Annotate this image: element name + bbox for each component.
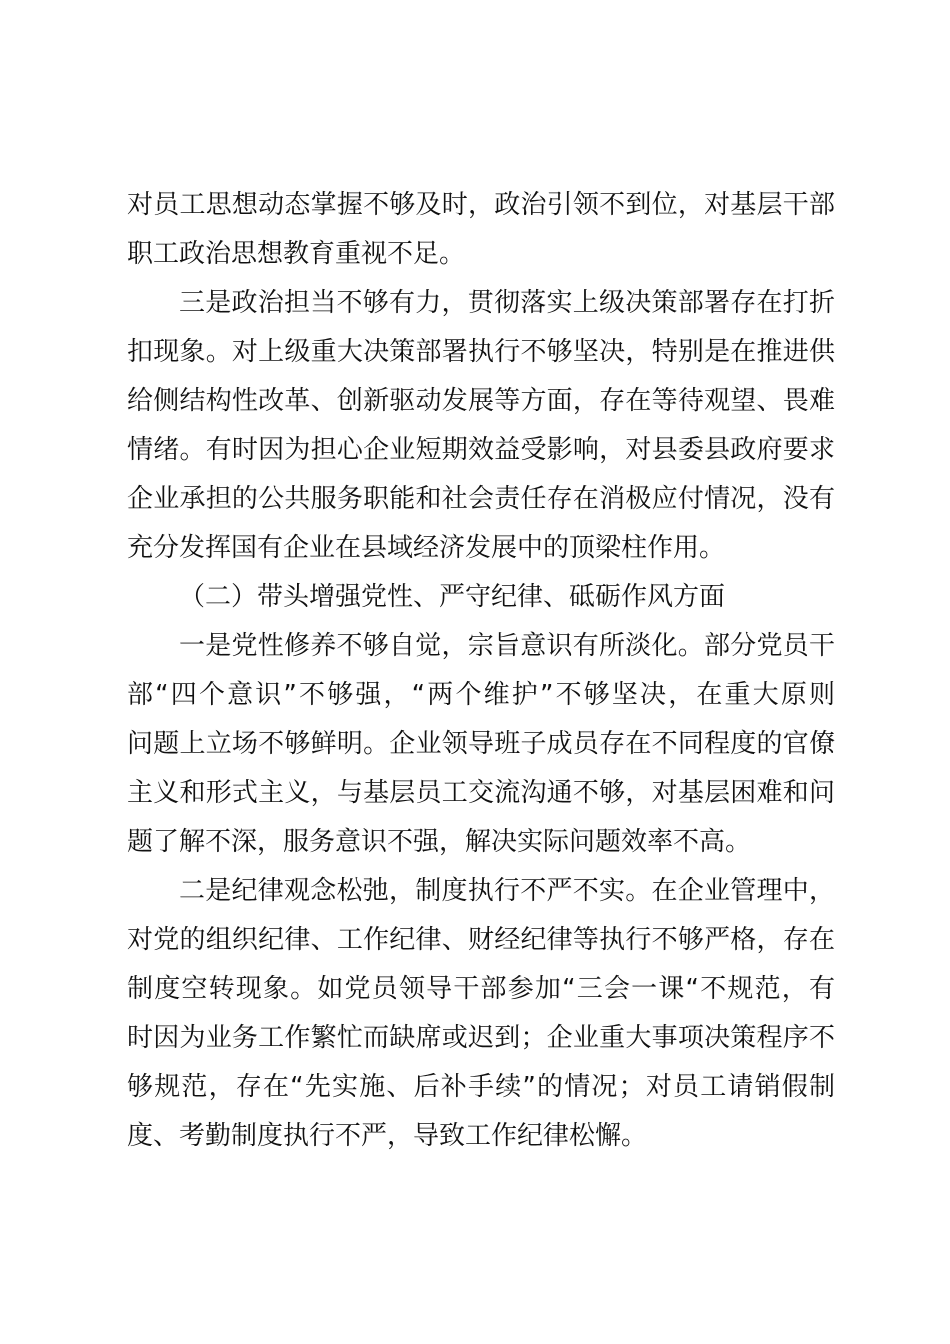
text-line: 对党的组织纪律、工作纪律、财经纪律等执行不够严格，存在 (127, 925, 835, 955)
paragraph-start-line: 一是党性修养不够自觉，宗旨意识有所淡化。部分党员干 (179, 631, 835, 661)
text-line: 给侧结构性改革、创新驱动发展等方面，存在等待观望、畏难 (127, 386, 835, 416)
text-line: 扣现象。对上级重大决策部署执行不够坚决，特别是在推进供 (127, 337, 835, 367)
paragraph-start-line: 二是纪律观念松弛，制度执行不严不实。在企业管理中， (179, 876, 835, 906)
text-line: 问题上立场不够鲜明。企业领导班子成员存在不同程度的官僚 (127, 729, 835, 759)
paragraph-start-line: 三是政治担当不够有力，贯彻落实上级决策部署存在打折 (179, 288, 835, 318)
document-body (127, 181, 835, 1161)
text-line: 情绪。有时因为担心企业短期效益受影响，对县委县政府要求 (127, 435, 835, 465)
text-line: 够规范，存在“先实施、后补手续”的情况；对员工请销假制 (127, 1072, 835, 1102)
text-line: 对员工思想动态掌握不够及时，政治引领不到位，对基层干部 (127, 190, 835, 220)
text-line: 主义和形式主义，与基层员工交流沟通不够，对基层困难和问 (127, 778, 835, 808)
text-line: 制度空转现象。如党员领导干部参加“三会一课“不规范，有 (127, 974, 835, 1004)
text-line: 职工政治思想教育重视不足。 (127, 239, 466, 269)
section-heading: （二）带头增强党性、严守纪律、砥砺作风方面 (179, 582, 726, 612)
text-line: 企业承担的公共服务职能和社会责任存在消极应付情况，没有 (127, 484, 835, 514)
text-line: 题了解不深，服务意识不强，解决实际问题效率不高。 (127, 827, 752, 857)
text-line: 部“四个意识”不够强，“两个维护”不够坚决，在重大原则 (127, 680, 835, 710)
text-line: 度、考勤制度执行不严，导致工作纪律松懈。 (127, 1121, 648, 1151)
text-line: 充分发挥国有企业在县域经济发展中的顶梁柱作用。 (127, 533, 726, 563)
text-line: 时因为业务工作繁忙而缺席或迟到；企业重大事项决策程序不 (127, 1023, 835, 1053)
